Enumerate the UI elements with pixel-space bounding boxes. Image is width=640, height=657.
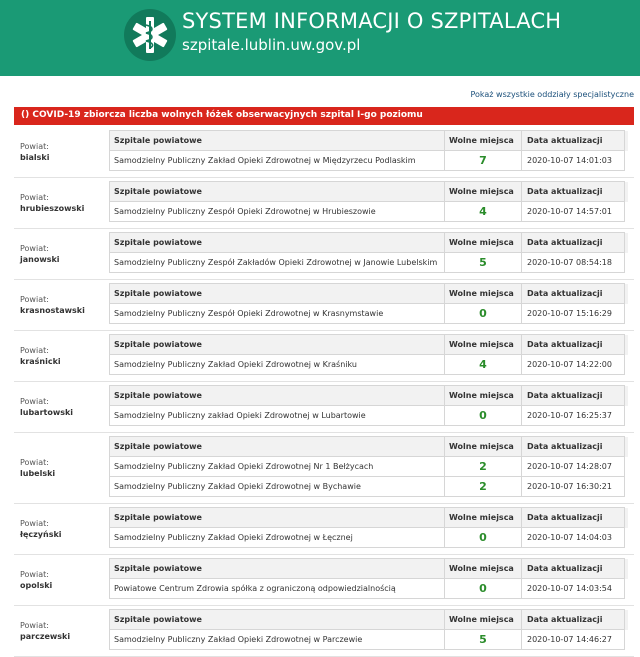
free-beds-count: 7	[479, 154, 487, 167]
update-date-text: 2020-10-07 14:04:03	[527, 533, 612, 542]
powiat-group	[14, 606, 634, 657]
update-date	[521, 303, 625, 324]
free-beds-cell	[444, 252, 522, 273]
table-header-row	[110, 508, 628, 528]
hospital-name: Samodzielny Publiczny Zakład Opieki Zdrowotnej w Parczewie	[109, 629, 445, 650]
column-header-updated: Data aktualizacji	[521, 334, 625, 355]
table-row	[110, 151, 628, 171]
hospital-name: Samodzielny Publiczny Zespół Zakładów Opieki Zdrowotnej w Janowie Lubelskim	[109, 252, 445, 273]
table-header-row	[110, 386, 628, 406]
column-header-hospital: Szpitale powiatowe	[109, 609, 445, 630]
powiat-group	[14, 331, 634, 382]
table-row	[110, 477, 628, 497]
column-header-hospital: Szpitale powiatowe	[109, 181, 445, 202]
table-header-row	[110, 131, 628, 151]
hospital-name: Samodzielny Publiczny Zakład Opieki Zdrowotnej Nr 1 Bełżycach	[109, 456, 445, 477]
powiat-name: parczewski	[20, 632, 71, 641]
column-header-updated: Data aktualizacji	[521, 558, 625, 579]
hospital-name: Samodzielny Publiczny Zakład Opieki Zdrowotnej w Kraśniku	[109, 354, 445, 375]
free-beds-cell	[444, 476, 522, 497]
hospital-name: Samodzielny Publiczny Zespół Opieki Zdrowotnej w Krasnymstawie	[109, 303, 445, 324]
powiat-group	[14, 127, 634, 178]
free-beds-count: 5	[479, 633, 487, 646]
table-header-row	[110, 233, 628, 253]
free-beds-cell	[444, 456, 522, 477]
powiat-name: hrubieszowski	[20, 204, 85, 213]
powiat-info	[14, 382, 110, 432]
column-header-hospital: Szpitale powiatowe	[109, 283, 445, 304]
update-date	[521, 476, 625, 497]
update-date-text: 2020-10-07 14:57:01	[527, 207, 612, 216]
column-header-free: Wolne miejsca	[444, 283, 522, 304]
powiat-label: Powiat:	[20, 295, 49, 304]
powiat-label: Powiat:	[20, 244, 49, 253]
update-date-text: 2020-10-07 16:25:37	[527, 411, 612, 420]
hospital-table	[110, 386, 628, 432]
hospital-list	[14, 127, 634, 657]
powiat-info	[14, 555, 110, 605]
update-date-text: 2020-10-07 14:28:07	[527, 462, 612, 471]
table-row	[110, 630, 628, 650]
powiat-group	[14, 433, 634, 504]
hospital-name: Samodzielny Publiczny Zakład Opieki Zdrowotnej w Bychawie	[109, 476, 445, 497]
hospital-name: Samodzielny Publiczny Zakład Opieki Zdrowotnej w Łęcznej	[109, 527, 445, 548]
table-row	[110, 579, 628, 599]
hospital-name: Powiatowe Centrum Zdrowia spółka z ograniczoną odpowiedzialnością	[109, 578, 445, 599]
column-header-updated: Data aktualizacji	[521, 385, 625, 406]
powiat-name: łęczyński	[20, 530, 62, 539]
table-row	[110, 457, 628, 477]
show-all-departments-link[interactable]: Pokaż wszystkie oddziały specjalistyczne	[470, 90, 634, 99]
powiat-group	[14, 382, 634, 433]
powiat-label: Powiat:	[20, 346, 49, 355]
table-row	[110, 253, 628, 273]
update-date	[521, 456, 625, 477]
powiat-group	[14, 555, 634, 606]
update-date-text: 2020-10-07 14:01:03	[527, 156, 612, 165]
free-beds-count: 2	[479, 480, 487, 493]
hospital-table	[110, 559, 628, 605]
table-row	[110, 304, 628, 324]
hospital-name: Samodzielny Publiczny zakład Opieki Zdrowotnej w Lubartowie	[109, 405, 445, 426]
powiat-info	[14, 331, 110, 381]
update-date-text: 2020-10-07 15:16:29	[527, 309, 612, 318]
column-header-free: Wolne miejsca	[444, 507, 522, 528]
column-header-hospital: Szpitale powiatowe	[109, 507, 445, 528]
hospital-table	[110, 233, 628, 279]
powiat-label: Powiat:	[20, 519, 49, 528]
powiat-label: Powiat:	[20, 142, 49, 151]
powiat-name: bialski	[20, 153, 50, 162]
free-beds-count: 4	[479, 358, 487, 371]
table-header-row	[110, 284, 628, 304]
column-header-free: Wolne miejsca	[444, 232, 522, 253]
powiat-group	[14, 178, 634, 229]
column-header-free: Wolne miejsca	[444, 334, 522, 355]
update-date	[521, 578, 625, 599]
hospital-name: Samodzielny Publiczny Zakład Opieki Zdrowotnej w Międzyrzecu Podlaskim	[109, 150, 445, 171]
column-header-free: Wolne miejsca	[444, 609, 522, 630]
free-beds-count: 0	[479, 531, 487, 544]
free-beds-cell	[444, 527, 522, 548]
site-url[interactable]: szpitale.lublin.uw.gov.pl	[182, 36, 361, 54]
column-header-hospital: Szpitale powiatowe	[109, 385, 445, 406]
free-beds-cell	[444, 354, 522, 375]
column-header-updated: Data aktualizacji	[521, 507, 625, 528]
column-header-free: Wolne miejsca	[444, 436, 522, 457]
powiat-info	[14, 229, 110, 279]
column-header-free: Wolne miejsca	[444, 385, 522, 406]
hospital-name: Samodzielny Publiczny Zespół Opieki Zdrowotnej w Hrubieszowie	[109, 201, 445, 222]
free-beds-count: 4	[479, 205, 487, 218]
table-row	[110, 406, 628, 426]
powiat-label: Powiat:	[20, 193, 49, 202]
column-header-free: Wolne miejsca	[444, 130, 522, 151]
update-date-text: 2020-10-07 14:46:27	[527, 635, 612, 644]
free-beds-cell	[444, 303, 522, 324]
column-header-updated: Data aktualizacji	[521, 609, 625, 630]
free-beds-cell	[444, 578, 522, 599]
free-beds-count: 0	[479, 307, 487, 320]
free-beds-cell	[444, 629, 522, 650]
site-header	[0, 0, 640, 76]
column-header-updated: Data aktualizacji	[521, 130, 625, 151]
table-row	[110, 528, 628, 548]
column-header-free: Wolne miejsca	[444, 558, 522, 579]
powiat-label: Powiat:	[20, 621, 49, 630]
powiat-group	[14, 280, 634, 331]
table-header-row	[110, 335, 628, 355]
update-date	[521, 629, 625, 650]
free-beds-count: 0	[479, 582, 487, 595]
free-beds-count: 2	[479, 460, 487, 473]
powiat-name: opolski	[20, 581, 53, 590]
free-beds-count: 0	[479, 409, 487, 422]
column-header-updated: Data aktualizacji	[521, 232, 625, 253]
column-header-hospital: Szpitale powiatowe	[109, 558, 445, 579]
column-header-updated: Data aktualizacji	[521, 283, 625, 304]
update-date	[521, 405, 625, 426]
powiat-info	[14, 178, 110, 228]
column-header-hospital: Szpitale powiatowe	[109, 232, 445, 253]
hospital-table	[110, 131, 628, 177]
powiat-group	[14, 229, 634, 280]
update-date	[521, 150, 625, 171]
hospital-table	[110, 508, 628, 554]
table-header-row	[110, 610, 628, 630]
powiat-name: lubartowski	[20, 408, 74, 417]
powiat-label: Powiat:	[20, 570, 49, 579]
table-row	[110, 202, 628, 222]
update-date	[521, 201, 625, 222]
hospital-table	[110, 182, 628, 228]
free-beds-cell	[444, 405, 522, 426]
site-title: SYSTEM INFORMACJI O SZPITALACH	[182, 9, 562, 33]
update-date	[521, 354, 625, 375]
powiat-info	[14, 504, 110, 554]
update-date	[521, 527, 625, 548]
powiat-info	[14, 127, 110, 177]
hospital-table	[110, 610, 628, 656]
column-header-hospital: Szpitale powiatowe	[109, 334, 445, 355]
table-header-row	[110, 182, 628, 202]
free-beds-cell	[444, 201, 522, 222]
column-header-free: Wolne miejsca	[444, 181, 522, 202]
column-header-updated: Data aktualizacji	[521, 181, 625, 202]
powiat-label: Powiat:	[20, 458, 49, 467]
covid-banner: () COVID-19 zbiorcza liczba wolnych łóżek obserwacyjnych szpital I-go poziomu	[14, 107, 634, 125]
table-header-row	[110, 437, 628, 457]
hospital-table	[110, 335, 628, 381]
column-header-hospital: Szpitale powiatowe	[109, 130, 445, 151]
powiat-name: lubelski	[20, 469, 56, 478]
update-date-text: 2020-10-07 14:22:00	[527, 360, 612, 369]
hospital-table	[110, 284, 628, 330]
table-header-row	[110, 559, 628, 579]
update-date	[521, 252, 625, 273]
update-date-text: 2020-10-07 14:03:54	[527, 584, 612, 593]
powiat-info	[14, 433, 110, 503]
powiat-name: krasnostawski	[20, 306, 85, 315]
star-of-life-icon[interactable]	[124, 9, 176, 61]
update-date-text: 2020-10-07 16:30:21	[527, 482, 612, 491]
powiat-label: Powiat:	[20, 397, 49, 406]
hospital-table	[110, 437, 628, 503]
powiat-name: kraśnicki	[20, 357, 61, 366]
powiat-info	[14, 606, 110, 656]
update-date-text: 2020-10-07 08:54:18	[527, 258, 612, 267]
column-header-hospital: Szpitale powiatowe	[109, 436, 445, 457]
table-row	[110, 355, 628, 375]
powiat-name: janowski	[20, 255, 60, 264]
powiat-group	[14, 504, 634, 555]
powiat-info	[14, 280, 110, 330]
column-header-updated: Data aktualizacji	[521, 436, 625, 457]
free-beds-count: 5	[479, 256, 487, 269]
free-beds-cell	[444, 150, 522, 171]
